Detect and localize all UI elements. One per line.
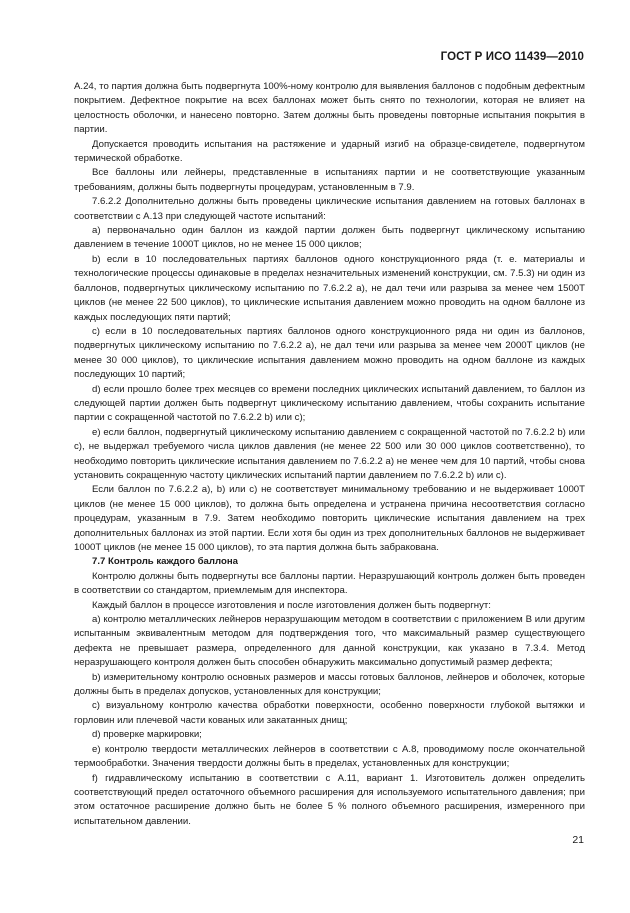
list-item: b) измерительному контролю основных размеров и массы готовых баллонов, лейнеров и оболочек, которые должны быть в пределах допусков, установленных для конструкции; bbox=[74, 671, 585, 698]
paragraph: Каждый баллон в процессе изготовления и после изготовления должен быть подвергнут: bbox=[92, 599, 491, 611]
paragraph: 7.6.2.2 Дополнительно должны быть проведены циклические испытания давлением на готовых баллонах в соответствии с А.13 при следующей частоте испытаний: bbox=[74, 196, 585, 222]
list-item: c) если в 10 последовательных партиях баллонов одного конструкционного ряда ни один из баллонов, подвергнутых циклическому испытанию по 7.6.2.2 a), не дал течи или разрыва за менее чем 2000Т циклов (не менее 30 000 циклов), то циклические испытания давлением можно проводить на одном баллоне из каждых последующих 10 партий; bbox=[74, 325, 585, 381]
standard-designation: ГОСТ Р ИСО 11439—2010 bbox=[440, 51, 584, 63]
list-item: d) проверке маркировки; bbox=[92, 729, 202, 741]
body-text bbox=[74, 80, 585, 829]
paragraph: Все баллоны или лейнеры, представленные в испытаниях партии и не соответствующие указанным требованиям, должны быть подвергнуты процедурам, установленным в 7.9. bbox=[74, 167, 585, 193]
list-item: a) первоначально один баллон из каждой партии должен быть подвергнут циклическому испытанию давлением в течение 1000Т циклов, но не менее 15 000 циклов; bbox=[74, 225, 585, 251]
page-number: 21 bbox=[572, 834, 584, 846]
paragraph: А.24, то партия должна быть подвергнута 100%-ному контролю для выявления баллонов с подобным дефектным покрытием. Дефектное покрытие на всех баллонах может быть снято по технологии, которая не влияет на целостность оболочки, и нанесено повторно. Затем должны быть проведены повторные испытания покрытия в партии. bbox=[74, 81, 585, 136]
list-item: b) если в 10 последовательных партиях баллонов одного конструкционного ряда (т. е. материалы и технологические процессы одинаковые в пределах незначительных изменений конструкции, см. 7.5.3) ни один из баллонов, подвергнутых циклическому испытанию по 7.6.2.2 a), не дал течи или разрыва за менее чем 1500Т циклов (не менее 22 500 циклов), то циклические испытания давлением можно проводить на одном баллоне из каждых последующих пяти партий; bbox=[74, 253, 585, 323]
section-heading: 7.7 Контроль каждого баллона bbox=[92, 556, 238, 568]
paragraph: Если баллон по 7.6.2.2 a), b) или c) не соответствует минимальному требованию и не выдерживает 1000Т циклов (не менее 15 000 циклов), то должна быть определена и устранена причина несоответствия согласно процедурам, указанным в 7.9. Затем необходимо повторить циклические испытания давлением на трех дополнительных баллонах из этой партии. Если хотя бы один из трех дополнительных баллонов не выдерживает 1000Т циклов (не менее 15 000 циклов), то эта партия должна быть забракована. bbox=[74, 484, 585, 553]
list-item: e) если баллон, подвергнутый циклическому испытанию давлением с сокращенной частотой по 7.6.2.2 b) или c), не выдержал требуемого числа циклов давления (не менее 22 500 или 30 000 циклов соответственно), то необходимо повторить циклические испытания давлением по 7.6.2.2 a) не менее чем для 10 партий, чтобы снова установить сокращенную частоту циклических испытаний партии давлением по 7.6.2.2 b) или c). bbox=[74, 426, 585, 481]
list-item: f) гидравлическому испытанию в соответствии с А.11, вариант 1. Изготовитель должен определить соответствующий предел остаточного объемного расширения для используемого испытательного давления; при этом остаточное расширение должно быть не более 5 % полного объемного расширения, измеренного при испытательном давлении. bbox=[74, 772, 585, 827]
list-item: e) контролю твердости металлических лейнеров в соответствии с А.8, проводимому после окончательной термообработки. Значения твердости должны быть в пределах, установленных для конструкции; bbox=[74, 743, 585, 770]
paragraph: Допускается проводить испытания на растяжение и ударный изгиб на образце-свидетеле, подвергнутом термической обработке. bbox=[74, 138, 585, 165]
list-item: d) если прошло более трех месяцев со времени последних циклических испытаний давлением, то баллон из следующей партии должен быть подвергнут циклическому испытанию давлением, чтобы сохранить испытание партии с сокращенной частотой по 7.6.2.2 b) или c); bbox=[74, 383, 585, 424]
list-item: a) контролю металлических лейнеров неразрушающим методом в соответствии с приложением В или другим испытанным эквивалентным методом для подтверждения того, что максимальный размер существующего дефекта не превышает размера, определенного для данной конструкции, как указано в 7.3.4. Метод неразрушающего контроля должен быть способен обнаружить максимально допустимый размер дефекта; bbox=[74, 614, 585, 669]
paragraph: Контролю должны быть подвергнуты все баллоны партии. Неразрушающий контроль должен быть проведен в соответствии со стандартом, приемлемым для инспектора. bbox=[74, 570, 585, 597]
list-item: c) визуальному контролю качества обработки поверхности, особенно поверхности глубокой вытяжки и горловин или плечевой части кованых или закатанных днищ; bbox=[74, 700, 585, 726]
